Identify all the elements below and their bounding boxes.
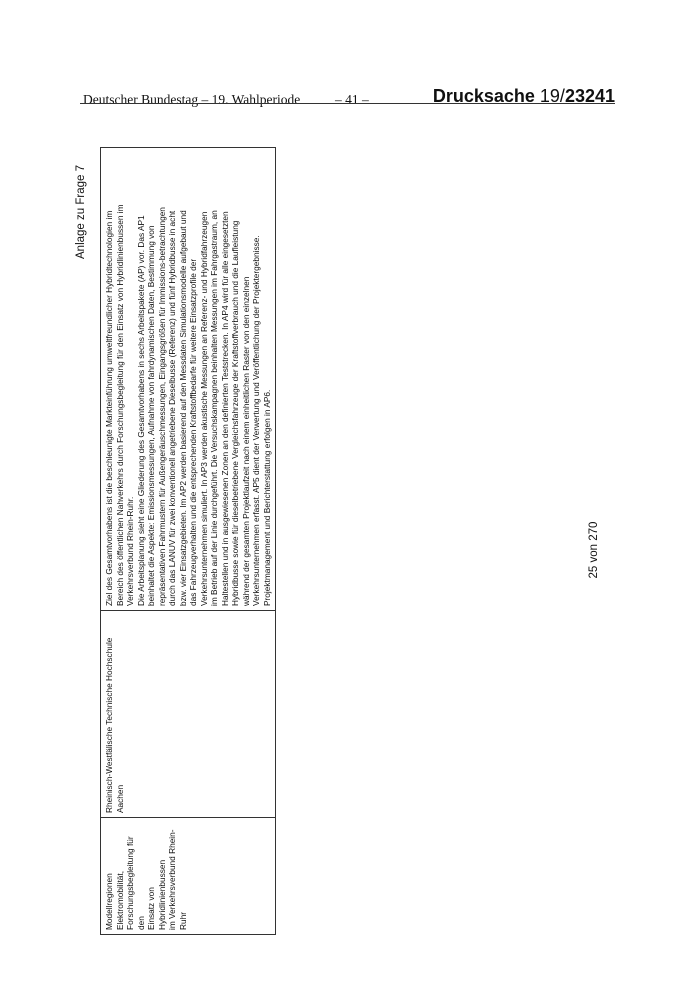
title-line: Einsatz von Hybridlinienbussen: [146, 859, 167, 930]
description-line: Hybridbusse sowie für dieselbetriebene Vergleichsfahrzeuge der Kraftstoffverbrauch und die Laufleistung: [230, 220, 240, 606]
description-line: Die Arbeitsplanung sieht eine Gliederung des Gesamtvorhabens in sechs Arbeitspakete (AP) vor. Das AP1: [135, 215, 146, 606]
table-row: [101, 148, 276, 935]
description-line: beinhaltet die Aspekte: Emissionsmessungen, Aufnahme von fahrdynamischen Daten, Bestimmung von: [146, 225, 156, 606]
description-line: Verkehrsverbund Rhein-Ruhr.: [125, 496, 135, 606]
project-title-cell: [101, 818, 276, 935]
description-line: Bereich des öffentlichen Nahverkehrs durch Forschungsbegleitung für den Einsatz von Hybridlinienbussen im: [114, 204, 125, 606]
institution-line: Aachen: [114, 784, 125, 813]
header-drucksache-prefix: 19/: [539, 86, 565, 106]
rotated-annex-page: [60, 150, 640, 950]
description-cell: [101, 148, 276, 611]
header-parliament: Deutscher Bundestag – 19. Wahlperiode: [83, 92, 301, 107]
project-table: [100, 147, 276, 935]
title-line: Ruhr: [177, 912, 188, 930]
page-number: 25 von 270: [588, 521, 600, 579]
title-line: Elektromobilität,: [114, 870, 125, 930]
description-line: durch das LANUV für zwei konventionell angetriebene Dieselbusse (Referenz) und fünf Hybridbusse in acht: [167, 210, 177, 606]
page-header: [80, 80, 615, 110]
description-line: bzw. vier Einsatzgebieten. Im AP2 werden basierend auf den Messdaten Simulationsmodelle aufgebaut und: [177, 210, 188, 606]
description-line: das Fahrzeugverhalten und die entsprechenden Kraftstoffbedarfe für weitere Einsatzprofile der: [188, 258, 198, 606]
description-line: Haltestellen und in ausgewiesenen Zonen an den definierten Teststrecken. In AP4 wird für alle eingesetzten: [219, 211, 230, 606]
description-line: im Betrieb auf der Linie durchgeführt. Die Versuchskampagnen beinhalten Messungen im Fahrgastraum, an: [209, 210, 219, 606]
description-line: Ziel des Gesamtvorhabens ist die beschleunigte Markteinführung umweltfreundlicher Hybridtechnologien im: [104, 210, 114, 606]
title-line: im Verkehrsverbund Rhein-: [167, 829, 177, 930]
header-page-number: – 41 –: [335, 92, 369, 107]
description-line: Projektmanagement und Berichterstattung erfolgen in AP6.: [261, 389, 272, 606]
description-line: Verkehrsunternehmen simuliert. In AP3 werden akustische Messungen an Referenz- und Hybridfahrzeugen: [198, 211, 209, 606]
institution-cell: [101, 611, 276, 818]
description-line: repräsentativen Fahrmustern für Außengeräuschmessungen, Eingangsgrößen für Immissions-betrachtungen: [156, 207, 167, 606]
title-line: Modellregionen: [104, 873, 114, 930]
description-line: während der gesamten Projektlaufzeit nach einem einheitlichen Raster von den einzelnen: [240, 276, 251, 606]
institution-line: Rheinisch-Westfälische Technische Hochschule: [104, 637, 114, 813]
header-rule: [80, 103, 615, 104]
title-line: Forschungsbegleitung für den: [125, 836, 146, 930]
header-drucksache-label: Drucksache: [432, 86, 540, 106]
description-line: Verkehrsunternehmen erfasst. AP5 dient der Verwertung und Veröffentlichung der Projektergebnisse.: [251, 235, 261, 606]
annex-label: Anlage zu Frage 7: [75, 165, 87, 259]
header-drucksache-number: 23241: [564, 86, 615, 106]
